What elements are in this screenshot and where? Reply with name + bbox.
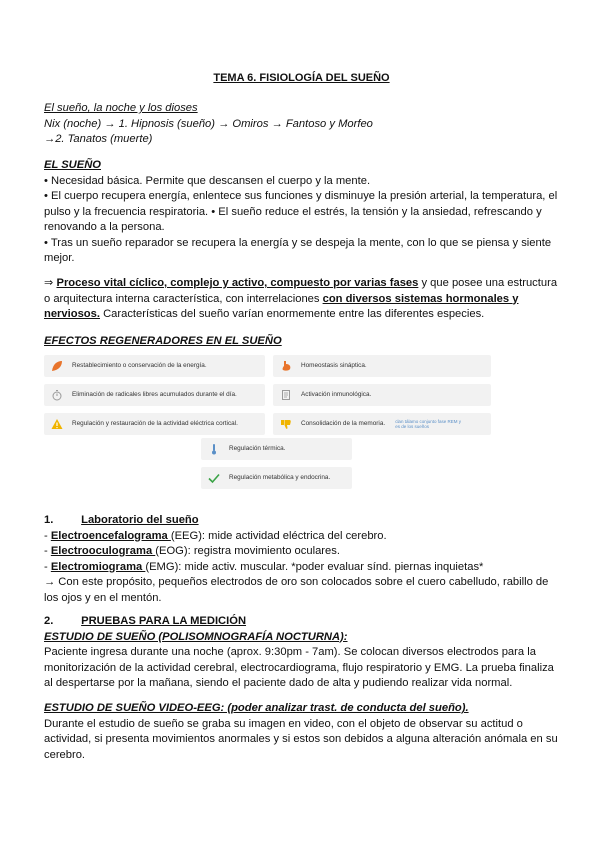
eeg-text: (EEG): mide actividad eléctrica del cerebro. (170, 529, 387, 542)
el-sueno-section (44, 158, 559, 267)
efecto-energia (44, 355, 265, 377)
efecto-memoria (273, 413, 491, 435)
estudio-2-heading: ESTUDIO DE SUEÑO VIDEO-EEG: (poder analizar trast. de conducta del sueño). (44, 702, 469, 714)
proceso-bold-2: con diversos sistemas hormonales y nerviosos. (44, 292, 519, 320)
pruebas-heading: PRUEBAS PARA LA MEDICIÓN (81, 615, 247, 627)
eeg-term: Electroencefalograma (50, 529, 171, 542)
estudio-2-section (44, 701, 559, 763)
timer-icon (50, 388, 64, 402)
thermometer-icon (207, 442, 221, 456)
efecto-radicales (44, 384, 265, 406)
pruebas-section (44, 614, 559, 692)
estudio-2-text: Durante el estudio de sueño se graba su imagen en video, con el objeto de observar su actitud o actividad, si presenta movimientos anormales y si estos son debidos a alguna alteración anómala en su cerebro. (44, 717, 558, 761)
efecto-cortical (44, 413, 265, 435)
check-icon (207, 471, 221, 485)
efecto-homeostasis-label: Homeostasis sináptica. (301, 362, 367, 370)
proceso-text-1: y que posee una estructura o arquitectura interna característica, con interrelaciones (44, 277, 558, 305)
page-title: TEMA 6. FISIOLOGÍA DEL SUEÑO (213, 72, 390, 84)
efecto-cortical-label: Regulación y restauración de la actividad eléctrica cortical. (72, 420, 238, 428)
laboratorio-number: 1. (44, 514, 54, 526)
estudio-1-heading: ESTUDIO DE SUEÑO (POLISOMNOGRAFÍA NOCTURNA): (44, 630, 348, 643)
intro-line-1: Nix (noche) → 1. Hipnosis (sueño) → Omiros → Fantoso y Morfeo (44, 117, 373, 130)
efecto-termica-label: Regulación térmica. (229, 445, 286, 453)
estudio-1-text: Paciente ingresa durante una noche (aprox. 9:30pm - 7am). Se colocan diversos electrodos para la monitorización de la actividad cerebral, electrocardiograma, flujo respiratorio y EMG. La prueba finaliza al despertarse por la mañana, siendo el paciente dado de alta y pudiendo realizar vida normal. (44, 646, 554, 689)
efecto-inmunologica-label: Activación inmunológica. (301, 391, 372, 399)
efecto-homeostasis (273, 355, 491, 377)
efecto-metabolica (201, 467, 352, 489)
intro-subtitle: El sueño, la noche y los dioses (44, 102, 198, 114)
proceso-bold-1: Proceso vital cíclico, complejo y activo, compuesto por varias fases (56, 277, 419, 289)
efecto-energia-label: Restablecimiento o conservación de la energía. (72, 362, 207, 370)
eog-text: (EOG): registra movimiento oculares. (155, 545, 340, 557)
document-icon (279, 388, 293, 402)
thumbs-down-icon (279, 417, 293, 431)
efecto-inmunologica (273, 384, 491, 406)
proceso-paragraph (44, 276, 559, 323)
efecto-radicales-label: Eliminación de radicales libres acumulados durante el día. (72, 391, 237, 399)
dash: - (44, 529, 51, 542)
el-sueno-bullet-3: • Tras un sueño reparador se recupera la energía y se despeja la mente, con lo que se piensa y siente mejor. (44, 236, 552, 264)
efecto-metabolica-label: Regulación metabólica y endocrina. (229, 474, 331, 482)
emg-term: Electromiograma (50, 560, 146, 573)
emg-text: (EMG): mide activ. muscular. *poder evaluar sínd. piernas inquietas* (145, 560, 484, 573)
efecto-memoria-label: Consolidación de la memoria. (301, 420, 386, 428)
intro-section (44, 101, 559, 148)
stomach-icon (279, 359, 293, 373)
el-sueno-heading: EL SUEÑO (44, 159, 101, 171)
efectos-heading: EFECTOS REGENERADORES EN EL SUEÑO (44, 335, 282, 347)
leaf-icon (50, 359, 64, 373)
laboratorio-heading: Laboratorio del sueño (81, 514, 199, 526)
proceso-text-2: Características del sueño varían enormemente entre las diferentes especies. (99, 308, 485, 320)
pruebas-number: 2. (44, 615, 54, 627)
laboratorio-section (44, 513, 559, 606)
warning-icon (50, 417, 64, 431)
dash: - (44, 560, 51, 573)
laboratorio-arrow-text: → Con este propósito, pequeños electrodos de oro son colocados sobre el cuero cabelludo, rabillo de los ojos y en el mentón. (44, 576, 549, 604)
el-sueno-bullet-1: • Necesidad básica. Permite que descansen el cuerpo y la mente. (44, 174, 371, 187)
efecto-termica (201, 438, 352, 460)
arrow-symbol: ⇒ (44, 277, 54, 289)
eog-term: Electrooculograma (50, 545, 156, 557)
el-sueno-bullet-2: • El cuerpo recupera energía, enlentece sus funciones y disminuye la presión arterial, la temperatura, el pulso y la frecuencia respiratoria. • El sueño reduce el estrés, la tensión y la ansiedad, refrescando y renovando a la persona. (44, 190, 558, 233)
memoria-annotation: clan tálamo conjunto fase REM y es de los sueños (395, 418, 461, 429)
intro-line-2: →2. Tanatos (muerte) (44, 133, 153, 145)
dash: - (44, 545, 51, 557)
